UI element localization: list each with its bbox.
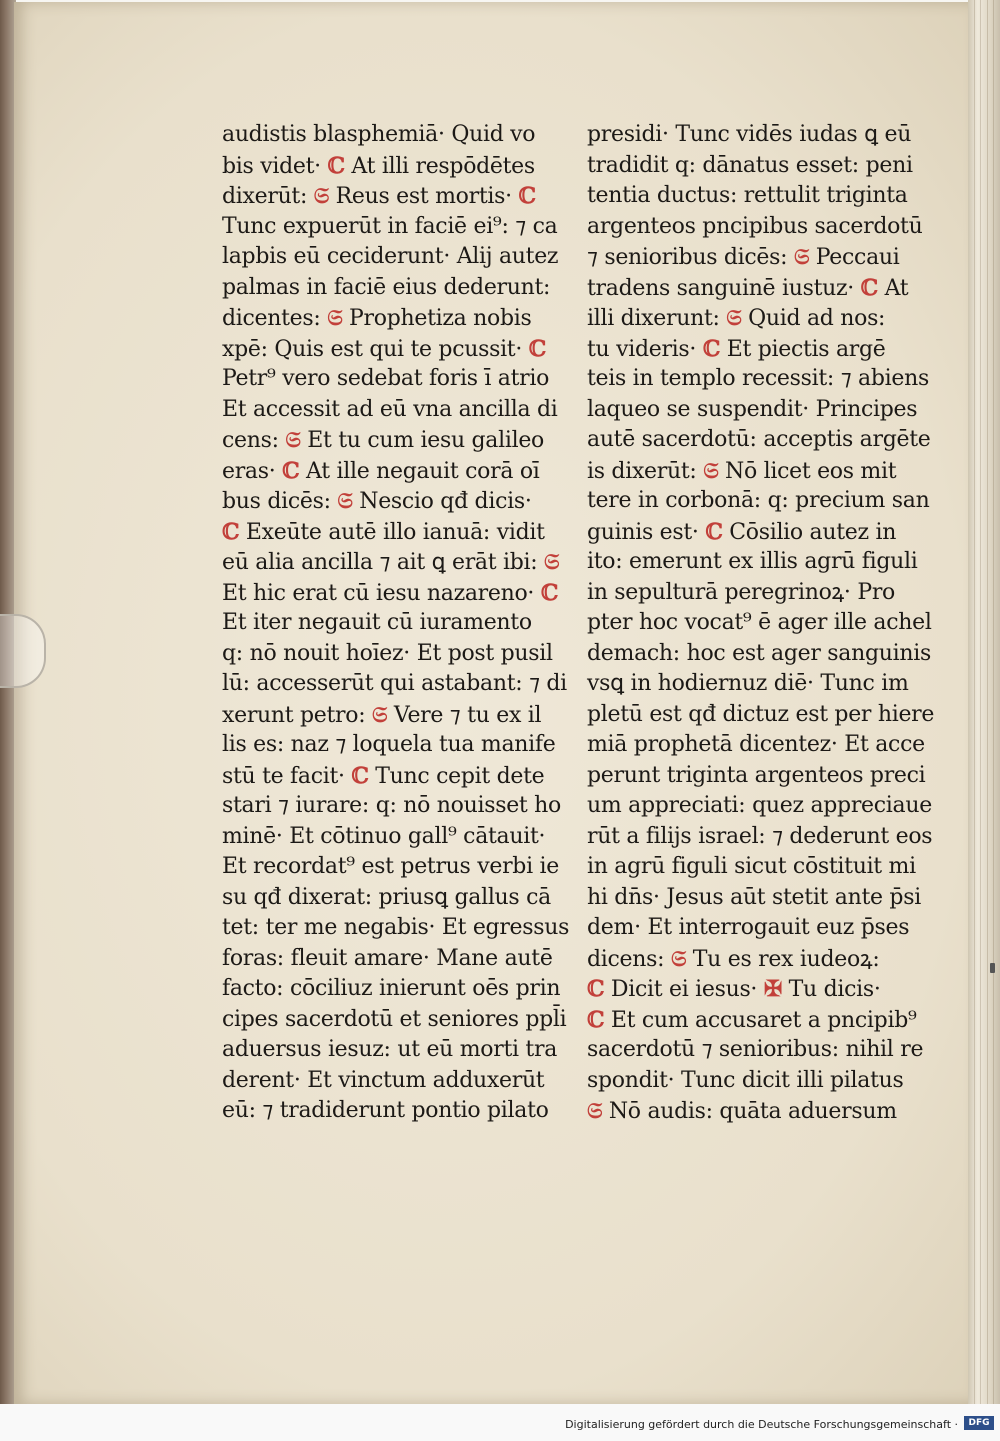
text-line: aduersus iesuz: ut eū morti tra	[222, 1037, 558, 1062]
page-edge-mark	[990, 963, 995, 973]
text-line: illi dixerunt: 𝔖 Quid ad nos:	[587, 305, 886, 331]
text-line: eū alia ancilla ⁊ ait ꝗ erāt ibi: 𝔖	[222, 549, 560, 575]
text-line: cens: 𝔖 Et tu cum iesu galileo	[222, 427, 544, 453]
text-line: ℂ Dicit ei iesus· ✠ Tu dicis·	[587, 976, 881, 1002]
page-edges	[968, 0, 1000, 1441]
text-line: xpē: Quis est qui te pcussit· ℂ	[222, 335, 546, 362]
text-line: lis es: naz ⁊ loquela tua manife	[222, 732, 556, 757]
text-line: pletū est qđ dictuz est per hiere	[587, 701, 935, 727]
text-line: minē· Et cōtinuo gall⁹ cātauit·	[222, 823, 546, 849]
footer-bar	[0, 1404, 1000, 1441]
text-line: derent· Et vinctum adduxerūt	[222, 1067, 545, 1093]
text-line: teis in templo recessit: ⁊ abiens	[587, 366, 929, 391]
text-line: xerunt petro: 𝔖 Vere ⁊ tu ex il	[222, 701, 542, 728]
text-line: tentia ductus: rettulit triginta	[587, 183, 908, 208]
text-line: ito: emerunt ex illis agrū figuli	[587, 549, 918, 574]
text-line: stū te facit· ℂ Tunc cepit dete	[222, 762, 545, 789]
text-line: bus dicēs: 𝔖 Nescio qđ dicis·	[222, 488, 532, 514]
text-line: vsꝗ in hodiernuz diē· Tunc im	[587, 671, 909, 696]
left-text-column	[222, 120, 572, 1127]
text-line: guinis est· ℂ Cōsilio autez in	[587, 518, 897, 545]
text-line: Et iter negauit cū iuramento	[222, 610, 532, 635]
text-line: tradidit q: dānatus esset: peni	[587, 152, 913, 178]
text-line: autē sacerdotū: acceptis argēte	[587, 427, 931, 452]
text-line: ℂ Et cum accusaret a pncipib⁹	[587, 1006, 917, 1033]
text-line: spondit· Tunc dicit illi pilatus	[587, 1067, 904, 1093]
text-line: ⁊ senioribus dicēs: 𝔖 Peccaui	[587, 244, 900, 270]
text-line: tradens sanguinē iustuz· ℂ At	[587, 274, 909, 301]
text-line: Et recordat⁹ est petrus verbi ie	[222, 854, 559, 879]
text-line: Et hic erat cū iesu nazareno· ℂ	[222, 579, 559, 606]
footer-credit: Digitalisierung gefördert durch die Deutsche Forschungsgemeinschaft ·	[565, 1418, 958, 1431]
text-line: lū: accesserūt qui astabant: ⁊ di	[222, 671, 567, 696]
text-line: stari ⁊ iurare: q: nō nouisset ho	[222, 793, 561, 818]
text-line: facto: cōciliuz inierunt oēs prin	[222, 976, 561, 1001]
page-clip	[0, 614, 46, 688]
text-line: Petr⁹ vero sedebat foris ī atrio	[222, 366, 550, 391]
text-line: pter hoc vocat⁹ ē ager ille achel	[587, 610, 932, 635]
dfg-logo: DFG	[964, 1416, 994, 1430]
text-line: palmas in faciē eius dederunt:	[222, 274, 551, 300]
text-line: tet: ter me negabis· Et egressus	[222, 915, 570, 940]
text-line: in agrū figuli sicut cōstituit mi	[587, 854, 916, 879]
text-line: foras: fleuit amare· Mane autē	[222, 945, 553, 971]
text-line: um appreciati: quez appreciaue	[587, 793, 932, 818]
text-line: tere in corbonā: q: precium san	[587, 488, 930, 513]
text-line: 𝔖 Nō audis: quāta aduersum	[587, 1098, 897, 1124]
text-line: tu videris· ℂ Et piectis argē	[587, 335, 886, 362]
text-line: cipes sacerdotū et seniores ppl̄i	[222, 1006, 567, 1032]
right-text-column	[587, 120, 937, 1127]
text-line: dicens: 𝔖 Tu es rex iudeoꝝ:	[587, 945, 880, 972]
text-line: audistis blasphemiā· Quid vo	[222, 122, 536, 147]
text-line: eū: ⁊ tradiderunt pontio pilato	[222, 1098, 549, 1123]
text-line: hi dn̄s· Jesus aūt stetit ante p̄si	[587, 884, 921, 910]
text-line: rūt a filijs israel: ⁊ dederunt eos	[587, 823, 933, 849]
text-line: demach: hoc est ager sanguinis	[587, 640, 931, 666]
text-line: perunt triginta argenteos preci	[587, 762, 926, 788]
text-line: is dixerūt: 𝔖 Nō licet eos mit	[587, 457, 897, 484]
text-line: dixerūt: 𝔖 Reus est mortis· ℂ	[222, 183, 536, 209]
text-line: ℂ Exeūte autē illo ianuā: vidit	[222, 518, 545, 545]
text-line: q: nō nouit hoīez· Et post pusil	[222, 640, 553, 666]
text-line: miā prophetā dicentez· Et acce	[587, 732, 925, 757]
text-line: bis videt· ℂ At illi respōdētes	[222, 152, 535, 179]
text-line: dicentes: 𝔖 Prophetiza nobis	[222, 305, 532, 331]
text-line: presidi· Tunc vidēs iudas ꝗ eū	[587, 122, 912, 147]
text-line: Et accessit ad eū vna ancilla di	[222, 396, 558, 422]
text-line: dem· Et interrogauit euz p̄ses	[587, 915, 910, 940]
text-line: eras· ℂ At ille negauit corā oī	[222, 457, 540, 484]
text-line: laqueo se suspendit· Principes	[587, 396, 918, 422]
text-line: argenteos pncipibus sacerdotū	[587, 213, 923, 239]
text-line: in sepulturā peregrinoꝝ· Pro	[587, 579, 895, 605]
text-line: Tunc expuerūt in faciē ei⁹: ⁊ ca	[222, 213, 558, 239]
text-line: su qđ dixerat: priusꝗ gallus cā	[222, 884, 551, 910]
text-line: sacerdotū ⁊ senioribus: nihil re	[587, 1037, 924, 1062]
text-line: lapbis eū ceciderunt· Alij autez	[222, 244, 559, 269]
